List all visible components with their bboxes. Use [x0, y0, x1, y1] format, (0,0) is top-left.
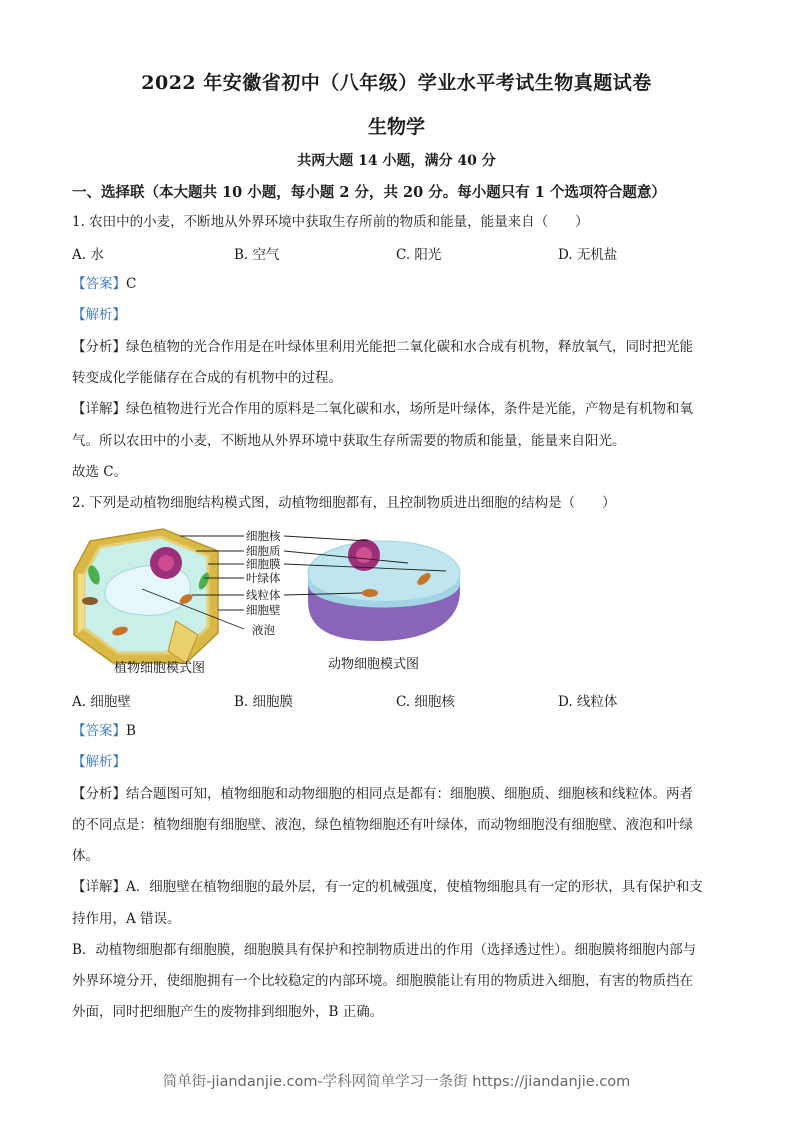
- q2-fenxi-1: [72, 784, 722, 804]
- analysis-tag: 【解析】: [72, 307, 126, 323]
- xiangjie-text: 绿色植物进行光合作用的原料是二氧化碳和水，场所是叶绿体，条件是光能，产物是有机物和氧: [126, 401, 693, 417]
- fenxi-tag: 【分析】: [72, 339, 126, 355]
- q1-fenxi-2: 转变成化学能储存在合成的有机物中的过程。: [72, 370, 342, 386]
- plant-cell-caption: 植物细胞模式图: [114, 661, 206, 676]
- exam-title: 2022 年安徽省初中（八年级）学业水平考试生物真题试卷: [141, 72, 652, 94]
- q2-option-b: B. 细胞膜: [234, 694, 294, 710]
- q2-stem: 2. 下列是动植物细胞结构模式图，动植物细胞都有，且控制物质进出细胞的结构是（ ）: [72, 495, 616, 511]
- q2-analysis-tag: [72, 752, 722, 772]
- q2-option-b-explain-1: B．动植物细胞都有细胞膜，细胞膜具有保护和控制物质进出的作用（选择透过性）。细胞膜将细胞内部与: [72, 942, 697, 958]
- animal-cell-caption: 动物细胞模式图: [328, 657, 420, 672]
- fenxi-text: 绿色植物的光合作用是在叶绿体里利用光能把二氧化碳和水合成有机物，释放氧气，同时把光能: [126, 339, 693, 355]
- q1-conclusion: 故选 C。: [72, 464, 128, 480]
- xiangjie-tag: 【详解】: [72, 401, 126, 417]
- label-mitochondrion: 线粒体: [246, 588, 281, 602]
- q2-option-b-explain-3: 外面，同时把细胞产生的废物排到细胞外，B 正确。: [72, 1004, 384, 1020]
- plant-cell-illustration: [74, 529, 218, 663]
- q1-option-d: D. 无机盐: [558, 247, 618, 263]
- q1-xiangjie-2: 气。所以农田中的小麦，不断地从外界环境中获取生存所需要的物质和能量，能量来自阳光。: [72, 433, 626, 449]
- q1-option-a: A. 水: [72, 247, 104, 263]
- answer-tag: 【答案】: [72, 276, 126, 292]
- cell-diagram: [68, 523, 468, 683]
- exam-summary: 共两大题 14 小题，满分 40 分: [297, 153, 496, 169]
- fenxi-tag: 【分析】: [72, 786, 126, 802]
- label-vacuole: 液泡: [252, 623, 275, 637]
- q1-analysis-tag: [72, 305, 722, 325]
- q2-xiangjie-1: [72, 877, 722, 897]
- q2-answer: [72, 721, 722, 741]
- q2-option-d: D. 线粒体: [558, 694, 618, 710]
- q1-stem: 1. 农田中的小麦，不断地从外界环境中获取生存所前的物质和能量，能量来自（ ）: [72, 214, 589, 230]
- answer-value: B: [126, 723, 136, 739]
- q2-option-a: A. 细胞壁: [72, 694, 131, 710]
- answer-value: C: [126, 276, 137, 292]
- q2-xiangjie-2: 持作用，A 错误。: [72, 911, 181, 927]
- animal-cell-illustration: [308, 539, 460, 641]
- label-nucleus: 细胞核: [246, 529, 281, 543]
- xiangjie-tag: 【详解】: [72, 879, 126, 895]
- label-cell-membrane: 细胞膜: [246, 557, 281, 571]
- label-cytoplasm: 细胞质: [246, 544, 281, 558]
- subject-title: 生物学: [367, 116, 425, 138]
- answer-tag: 【答案】: [72, 723, 126, 739]
- analysis-tag: 【解析】: [72, 754, 126, 770]
- q1-fenxi-1: [72, 337, 722, 357]
- q2-fenxi-3: 体。: [72, 848, 99, 864]
- label-cell-wall: 细胞壁: [246, 603, 281, 617]
- q1-xiangjie-1: [72, 399, 722, 419]
- q1-option-c: C. 阳光: [396, 247, 442, 263]
- q1-option-b: B. 空气: [234, 247, 280, 263]
- section-heading: 一、选择联（本大题共 10 小题，每小题 2 分，共 20 分。每小题只有 1 个选项符合题意）: [72, 184, 666, 201]
- xiangjie-text: A．细胞壁在植物细胞的最外层，有一定的机械强度，使植物细胞具有一定的形状，具有保护和支: [126, 879, 703, 895]
- q2-fenxi-2: 的不同点是：植物细胞有细胞壁、液泡，绿色植物细胞还有叶绿体，而动物细胞没有细胞壁、液泡和叶绿: [72, 817, 693, 833]
- q1-answer: [72, 274, 722, 294]
- fenxi-text: 结合题图可知，植物细胞和动物细胞的相同点是都有：细胞膜、细胞质、细胞核和线粒体。两者: [126, 786, 693, 802]
- label-chloroplast: 叶绿体: [246, 571, 281, 585]
- q2-option-b-explain-2: 外界环境分开，使细胞拥有一个比较稳定的内部环境。细胞膜能让有用的物质进入细胞，有害的物质挡在: [72, 973, 693, 989]
- footer-watermark: 简单街-jiandanjie.com-学科网简单学习一条街 https://jiandanjie.com: [162, 1074, 631, 1090]
- q2-option-c: C. 细胞核: [396, 694, 455, 710]
